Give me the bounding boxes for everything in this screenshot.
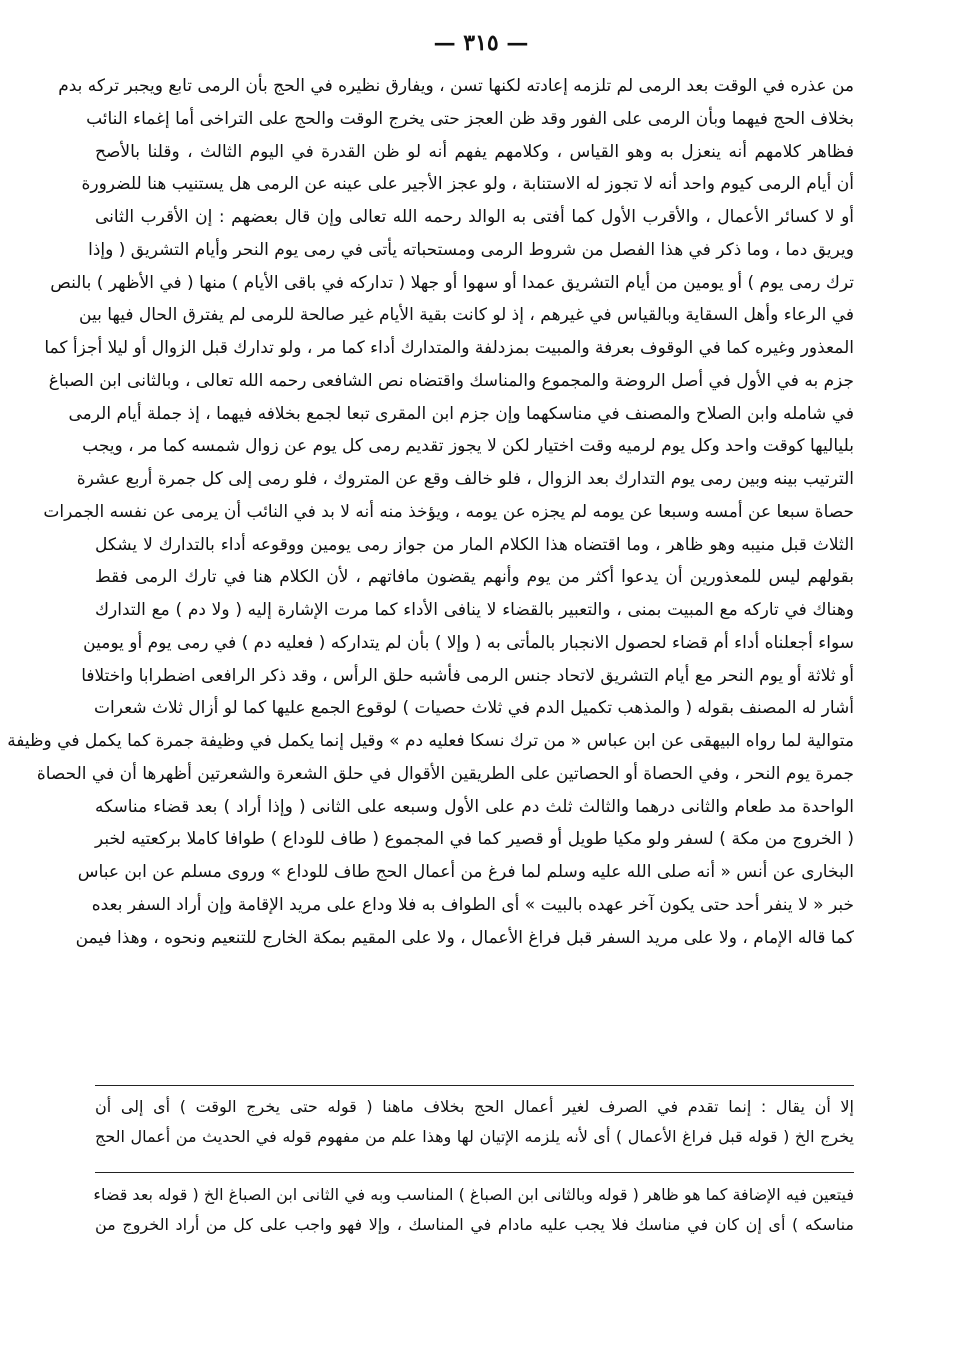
main-text-line: بخلاف الحج فيهما وبأن الرمى على الفور وقد ظن العجز حتى يخرج الوقت والحج على التراخى أما إغماء النائب — [86, 108, 854, 129]
footnote-line: يخرج الخ ( قوله قبل فراغ الأعمال ) أى لأنه يلزمه الإتيان لها وهذا علم من مفهوم قوله في الحديث من أعمال الحج — [95, 1127, 854, 1146]
main-text-line: ترك رمى يوم ) أو يومين من أيام التشريق عمدا أو سهوا أو جهلا ( تداركه في باقى الأيام ) منها ( في الأظهر ) بالنص — [50, 272, 854, 293]
main-text-line: بلياليها كوقت واحد وكل يوم لرميه وقت اختيار لكن لا يجوز تقديم رمى كل يوم عن زوال شمسه كما مر ، ويجب — [82, 436, 854, 457]
main-text-line: خبر « لا ينفر أحد حتى يكون آخر عهده بالبيت » أى الطواف به فلا وداع على مريد الإقامة وإن أراد السفر بعده — [91, 894, 854, 915]
footnote-block-1 — [95, 1092, 854, 1152]
footnote-block-2 — [95, 1180, 854, 1240]
main-text-line: وهناك في تاركه مع المبيت بمنى ، والتعبير بالقضاء لا ينافى الأداء كما مرت الإشارة إليه ( ولا دم ) مع التدارك — [95, 600, 854, 620]
main-text-line: جمرة يوم النحر ، وفي الحصاة أو الحصاتين على الطريقين الأقوال في حلق الشعرة والشعرتين أظهرها أن في الحصاة — [36, 763, 854, 784]
main-text-line: متوالية لما رواه البيهقى عن ابن عباس « من ترك نسكا فعليه دم » وقيل إنما يكمل في وظيفة جمرة كما يكمل في وظيفة — [7, 731, 854, 751]
main-text-line: أشار له المصنف بقوله ( والمذهب تكميل الدم في ثلاث حصيات ) لوقوع الجمع عليها كما لو أزال ثلاث شعرات — [94, 698, 854, 719]
footnote-line: مناسكه ) أى إن كان في مناسك فلا يجب عليه مادام في المناسك ، وإلا فهو واجب على كل من أراد الخروج من — [95, 1215, 854, 1234]
main-text-line: في الرعاء وأهل السقاية وبالقياس في غيرهم ، إذ لو كانت بقية الأيام غير صالحة للرمى لم يفترق الحال فيها بين — [79, 305, 854, 326]
main-text-line: سواء أجعلناه أداء أم قضاء لحصول الانجبار بالمأتى به ( وإلا ) بأن لم يتداركه ( فعليه دم ) في رمى يوم أو يومين — [83, 632, 854, 653]
footnote-line: إلا أن يقال : إنما تقدم في الصرف لغير أعمال الحج بخلاف ماهنا ( قوله حتى يخرج الوقت ) أى إلى أن — [95, 1097, 854, 1116]
main-text-line: كما قاله الإمام ، ولا على مريد السفر قبل فراغ الأعمال ، ولا على المقيم بمكة الخارج للتنعيم ونحوه ، وهذا فيمن — [75, 927, 854, 948]
main-text-line: ويريق دما ، وما ذكر في هذا الفصل من شروط الرمى ومستحباته يأتى في رمى يوم النحر وأيام التشريق ( وإذا — [88, 239, 854, 260]
main-text-line: حصاة سبعا عن أمسه وسبعا عن يومه لم يجزه عن يومه ، ويؤخذ منه أنه لا بد في النائب أن يرمى عن نفسه الجمرات — [43, 501, 854, 522]
main-text-line: بقولهم ليس للمعذورين أن يدعوا أكثر من يوم وأنهم يقضون مافاتهم ، لأن الكلام هنا في تارك الرمى فقط — [95, 567, 854, 588]
main-text-line: ( الخروج من مكة ) لسفر ولو مكيا طويل أو قصير كما في المجموع ( طاف للوداع ) طوافا كاملا بركعتيه لخبر — [95, 829, 854, 850]
main-text-line: في شامله وابن الصلاح والمصنف في مناسكهما وإن جزم ابن المقرى تبعا لجمع بخلافه فيهما ، إذ جملة أيام الرمى — [68, 403, 854, 424]
main-text-line: أو لا كسائر الأعمال ، والأقرب الأول كما أفتى به الوالد رحمه الله تعالى وإن قال بعضهم : إن الأقرب الثانى — [95, 207, 854, 227]
main-text-line: أو ثلاثة أو يوم النحر مع أيام التشريق لاتحاد جنس الرمى فأشبه حلق الرأس ، وقد ذكر الرافعى اضطرابا واختلافا — [81, 665, 854, 686]
main-text-line: الترتيب بينه وبين رمى يوم التدارك بعد الزوال ، فلو خالف وقع عن المتروك ، فلو رمى إلى كل جمرة أربع عشرة — [76, 469, 854, 489]
main-text-line: المعذور وغيره كما في الوقوف بعرفة والمبيت بمزدلفة والمتدارك أداء كما مر ، ولو تدارك قبل الزوال أو ليلا أجزأ كما — [44, 338, 854, 358]
main-text-block — [7, 70, 854, 954]
main-text-line: جزم به في الأول في أصل الروضة والمجموع والمناسك واقتضاه نص الشافعى رحمه الله تعالى ، وبالثانى ابن الصباغ — [48, 370, 854, 391]
main-text-line: أن أيام الرمى كيوم واحد أنه لا تجوز له الاستنابة ، ولو عجز الأجير على عينه عن الرمى هل يستنيب هنا للضرورة — [81, 174, 854, 195]
footnote-divider-2 — [95, 1172, 854, 1173]
page-number: — ٣١٥ — — [433, 30, 529, 56]
main-text-line: الثلاث قبل منيبه وهو ظاهر ، وما اقتضاه هذا الكلام المار من جواز رمى يومين ووقوعه أداء بالتدارك لا يشكل — [95, 534, 854, 555]
footnote-divider-1 — [95, 1085, 854, 1086]
main-text-line: البخارى عن أنس « أنه صلى الله عليه وسلم لما فرغ من أعمال الحج طاف للوداع » وروى مسلم عن ابن عباس — [77, 862, 854, 882]
footnote-line: فيتعين فيه الإضافة كما هو ظاهر ( قوله وبالثانى ابن الصباغ ) المناسب وبه في الثانى ابن الصباغ الخ ( قوله بعد قضاء — [93, 1185, 854, 1204]
main-text-line: فظاهر كلامهم أنه ينعزل به وهو القياس ، وكلامهم يفهم أنه لو ظن القدرة في اليوم الثالث ، وقلنا بالأصح — [95, 141, 854, 162]
main-text-line: الواحدة مد طعام والثانى درهما والثالث ثلث دم على الأول وسبعه على الثانى ( وإذا أراد ) بعد قضاء مناسكه — [95, 796, 854, 817]
main-text-line: من عذره في الوقت بعد الرمى لم تلزمه إعادته لكنها تسن ، ويفارق نظيره في الحج بأن الرمى تابع ويجبر تركه بدم — [58, 76, 854, 96]
